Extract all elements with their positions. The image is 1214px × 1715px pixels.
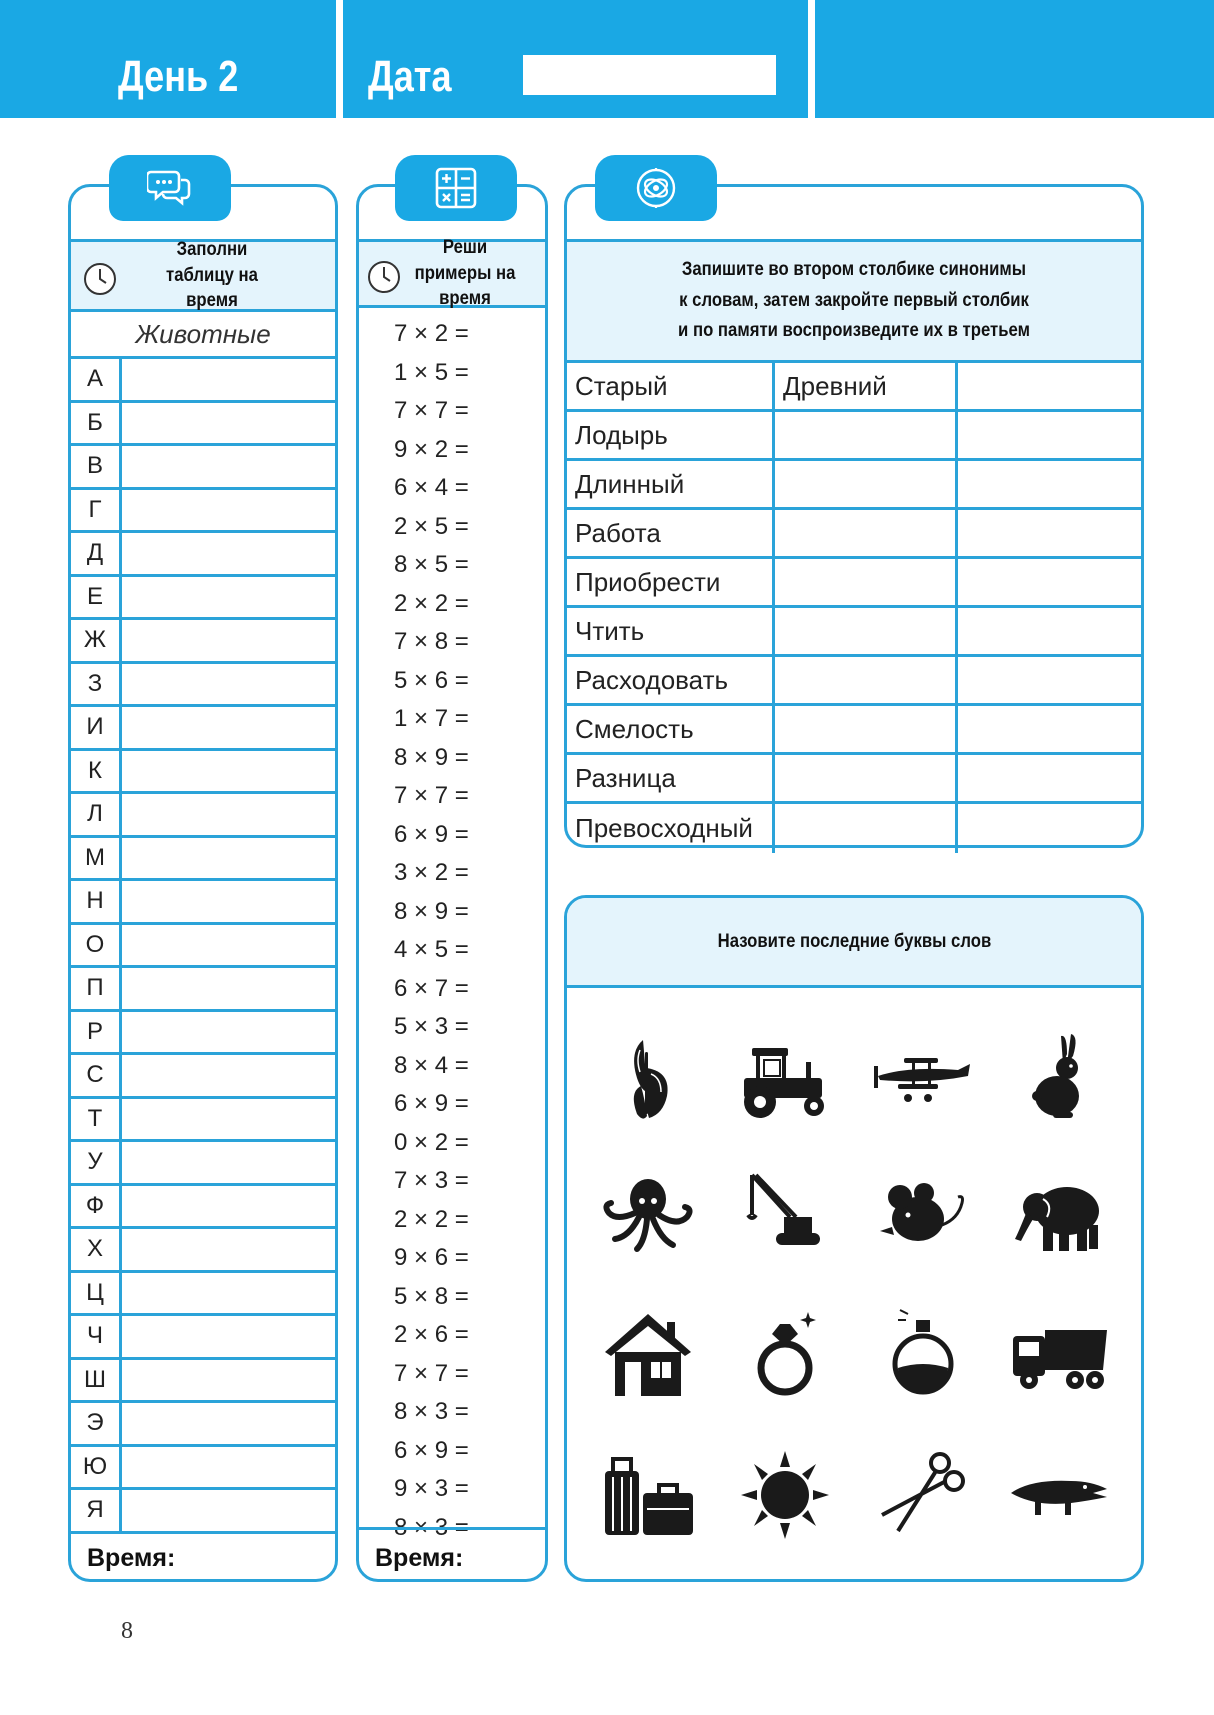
day-title: День 2	[118, 52, 239, 101]
word-cell: Старый	[567, 363, 775, 409]
scissors-icon	[854, 1425, 992, 1564]
synonyms-instruction-text: Запишите во втором столбике синонимы к словам, затем закройте первый столбик и по памяти воспроизведите их в третьем	[678, 259, 1030, 342]
alphabet-letter: Х	[86, 1235, 103, 1263]
alphabet-row	[71, 1186, 335, 1230]
tractor-icon	[717, 1008, 855, 1147]
alphabet-row	[71, 1447, 335, 1491]
alphabet-letter: Ц	[86, 1278, 104, 1306]
alphabet-letter: Н	[86, 887, 104, 915]
word-cell: Превосходный	[567, 804, 775, 853]
alphabet-row	[71, 881, 335, 925]
answer-cell[interactable]	[119, 490, 335, 531]
answer-cell[interactable]	[119, 1447, 335, 1488]
math-example: 8 × 3 =	[394, 1398, 469, 1425]
math-example: 6 × 7 =	[394, 974, 469, 1002]
math-example: 9 × 2 =	[394, 435, 469, 463]
alphabet-row	[71, 1490, 335, 1534]
synonym-cell[interactable]: Древний	[775, 363, 958, 409]
math-example: 4 × 5 =	[394, 936, 469, 963]
recall-cell[interactable]	[958, 706, 1141, 752]
math-example: 8 × 9 =	[394, 743, 469, 771]
recall-cell[interactable]	[958, 657, 1141, 703]
date-input-box[interactable]	[523, 55, 776, 95]
math-example: 9 × 3 =	[394, 1475, 469, 1502]
synonym-cell[interactable]	[775, 461, 958, 507]
math-example: 7 × 7 =	[394, 782, 469, 809]
brain-icon	[633, 166, 679, 210]
alphabet-panel	[68, 184, 338, 1582]
alphabet-list	[71, 359, 335, 1534]
answer-cell[interactable]	[119, 1273, 335, 1314]
synonym-cell[interactable]	[775, 608, 958, 654]
recall-cell[interactable]	[958, 461, 1141, 507]
math-example: 7 × 3 =	[394, 1167, 469, 1194]
alphabet-row	[71, 838, 335, 882]
alphabet-letter: Ч	[87, 1322, 103, 1350]
answer-cell[interactable]	[119, 1229, 335, 1270]
last-letters-instruction	[567, 898, 1141, 988]
alphabet-letter: С	[86, 1061, 104, 1089]
recall-cell[interactable]	[958, 559, 1141, 605]
answer-cell[interactable]	[119, 1186, 335, 1227]
alphabet-row	[71, 1012, 335, 1056]
word-cell: Чтить	[567, 608, 775, 654]
alphabet-letter: Ж	[83, 626, 107, 654]
math-panel-tab	[395, 155, 517, 221]
alphabet-row	[71, 925, 335, 969]
answer-cell[interactable]	[119, 1403, 335, 1444]
math-example: 6 × 4 =	[394, 474, 469, 501]
recall-cell[interactable]	[958, 363, 1141, 409]
recall-cell[interactable]	[958, 804, 1141, 853]
alphabet-row	[71, 403, 335, 447]
perfume-icon	[854, 1286, 992, 1425]
answer-cell[interactable]	[119, 707, 335, 748]
answer-cell[interactable]	[119, 1055, 335, 1096]
recall-cell[interactable]	[958, 608, 1141, 654]
header-right-block	[815, 0, 1214, 118]
answer-cell[interactable]	[119, 664, 335, 705]
synonym-cell[interactable]	[775, 755, 958, 801]
math-example: 7 × 8 =	[394, 628, 469, 655]
math-example: 2 × 2 =	[394, 1205, 469, 1233]
math-example: 5 × 3 =	[394, 1013, 469, 1040]
pictures-grid	[579, 1008, 1129, 1564]
alphabet-letter: Э	[86, 1409, 104, 1437]
alphabet-letter: Ф	[85, 1191, 105, 1219]
page-number: 8	[121, 1618, 133, 1644]
answer-cell[interactable]	[119, 1012, 335, 1053]
mouse-icon	[854, 1147, 992, 1286]
elephant-icon	[992, 1147, 1130, 1286]
math-example: 6 × 9 =	[394, 1436, 469, 1464]
alphabet-letter: Т	[87, 1104, 103, 1132]
header-date-block	[343, 0, 808, 118]
math-example: 1 × 7 =	[394, 705, 469, 732]
alphabet-letter: Ю	[82, 1452, 108, 1480]
alphabet-letter: М	[85, 843, 105, 871]
alphabet-row	[71, 1316, 335, 1360]
alphabet-letter: У	[87, 1148, 103, 1176]
alphabet-letter: Е	[86, 582, 103, 610]
synonym-row	[567, 461, 1141, 510]
alphabet-row	[71, 1229, 335, 1273]
math-example: 2 × 2 =	[394, 589, 469, 617]
answer-cell[interactable]	[119, 838, 335, 879]
rabbit-icon	[992, 1008, 1130, 1147]
synonym-cell[interactable]	[775, 657, 958, 703]
word-cell: Длинный	[567, 461, 775, 507]
alphabet-row	[71, 620, 335, 664]
answer-cell[interactable]	[119, 359, 335, 400]
airplane-icon	[854, 1008, 992, 1147]
answer-cell[interactable]	[119, 620, 335, 661]
alphabet-row	[71, 794, 335, 838]
answer-cell[interactable]	[119, 403, 335, 444]
word-cell: Лодырь	[567, 412, 775, 458]
chat-bubbles-icon	[147, 168, 193, 208]
house-icon	[579, 1286, 717, 1425]
alphabet-row	[71, 359, 335, 403]
math-example: 8 × 9 =	[394, 897, 469, 925]
recall-cell[interactable]	[958, 412, 1141, 458]
math-example: 5 × 6 =	[394, 666, 469, 694]
synonym-cell[interactable]	[775, 510, 958, 556]
recall-cell[interactable]	[958, 755, 1141, 801]
time-label: Время:	[87, 1544, 176, 1572]
math-example: 8 × 4 =	[394, 1051, 469, 1079]
math-example: 7 × 7 =	[394, 397, 469, 424]
word-cell: Работа	[567, 510, 775, 556]
alphabet-row	[71, 707, 335, 751]
math-example: 3 × 2 =	[394, 859, 469, 886]
math-example: 1 × 5 =	[394, 358, 469, 386]
alphabet-panel-tab	[109, 155, 231, 221]
recall-cell[interactable]	[958, 510, 1141, 556]
alphabet-letter: Я	[86, 1496, 104, 1524]
synonym-row	[567, 755, 1141, 804]
answer-cell[interactable]	[119, 1360, 335, 1401]
word-cell: Приобрести	[567, 559, 775, 605]
alphabet-letter: А	[86, 365, 103, 393]
alphabet-row	[71, 577, 335, 621]
answer-cell[interactable]	[119, 446, 335, 487]
alphabet-letter: И	[86, 713, 104, 741]
math-example: 5 × 8 =	[394, 1282, 469, 1310]
synonyms-instruction	[567, 239, 1141, 363]
truck-icon	[992, 1286, 1130, 1425]
synonym-row	[567, 363, 1141, 412]
header-day-block	[0, 0, 336, 118]
alphabet-letter: Б	[87, 408, 103, 436]
alphabet-row	[71, 1360, 335, 1404]
alphabet-row	[71, 1055, 335, 1099]
answer-cell[interactable]	[119, 881, 335, 922]
word-cell: Разница	[567, 755, 775, 801]
math-example: 8 × 3 =	[394, 1513, 469, 1541]
alphabet-letter: Г	[88, 495, 102, 523]
alphabet-letter: Ш	[84, 1365, 106, 1393]
synonym-cell[interactable]	[775, 412, 958, 458]
alphabet-row	[71, 1273, 335, 1317]
alphabet-instruction	[71, 239, 335, 312]
alphabet-row	[71, 490, 335, 534]
answer-cell[interactable]	[119, 968, 335, 1009]
synonym-cell[interactable]	[775, 559, 958, 605]
clock-icon	[83, 262, 117, 296]
synonym-cell[interactable]	[775, 804, 958, 853]
alphabet-row	[71, 751, 335, 795]
math-instruction-text: Реши примеры на время	[414, 237, 516, 310]
sun-icon	[717, 1425, 855, 1564]
math-example: 6 × 9 =	[394, 820, 469, 848]
word-cell: Смелость	[567, 706, 775, 752]
last-letters-panel	[564, 895, 1144, 1582]
ring-icon	[717, 1286, 855, 1425]
answer-cell[interactable]	[119, 794, 335, 835]
synonym-row	[567, 804, 1141, 853]
butterfly-icon	[579, 1008, 717, 1147]
alphabet-row	[71, 533, 335, 577]
crane-icon	[717, 1147, 855, 1286]
alphabet-row	[71, 968, 335, 1012]
category-title: Животные	[71, 312, 335, 359]
alphabet-letter: Р	[86, 1017, 103, 1045]
math-example: 2 × 5 =	[394, 512, 469, 540]
calculator-icon	[434, 166, 478, 210]
synonym-row	[567, 608, 1141, 657]
math-example: 9 × 6 =	[394, 1244, 469, 1271]
word-cell: Расходовать	[567, 657, 775, 703]
answer-cell[interactable]	[119, 577, 335, 618]
suitcases-icon	[579, 1425, 717, 1564]
answer-cell[interactable]	[119, 1490, 335, 1531]
answer-cell[interactable]	[119, 751, 335, 792]
octopus-icon	[579, 1147, 717, 1286]
answer-cell[interactable]	[119, 1142, 335, 1183]
synonym-row	[567, 412, 1141, 461]
alphabet-instruction-text: Заполни таблицу на время	[166, 239, 258, 312]
alphabet-row	[71, 446, 335, 490]
last-letters-instruction-text: Назовите последние буквы слов	[717, 930, 991, 952]
math-example: 2 × 6 =	[394, 1321, 469, 1348]
crocodile-icon	[992, 1425, 1130, 1564]
alphabet-letter: В	[86, 452, 103, 480]
synonym-row	[567, 657, 1141, 706]
alphabet-letter: Л	[87, 800, 103, 828]
math-example: 7 × 2 =	[394, 320, 469, 347]
alphabet-letter: П	[86, 974, 104, 1002]
alphabet-row	[71, 1142, 335, 1186]
math-example: 8 × 5 =	[394, 551, 469, 578]
math-instruction	[359, 239, 545, 308]
alphabet-letter: О	[85, 930, 105, 958]
date-label: Дата	[368, 52, 452, 101]
math-panel	[356, 184, 548, 1582]
alphabet-row	[71, 664, 335, 708]
answer-cell[interactable]	[119, 1099, 335, 1140]
math-example: 6 × 9 =	[394, 1090, 469, 1117]
synonym-cell[interactable]	[775, 706, 958, 752]
synonyms-panel	[564, 184, 1144, 848]
alphabet-row	[71, 1099, 335, 1143]
math-examples-list	[359, 315, 545, 1547]
synonym-row	[567, 510, 1141, 559]
alphabet-letter: К	[88, 756, 102, 784]
math-example: 0 × 2 =	[394, 1128, 469, 1156]
answer-cell[interactable]	[119, 533, 335, 574]
answer-cell[interactable]	[119, 1316, 335, 1357]
alphabet-letter: Д	[86, 539, 104, 567]
synonyms-panel-tab	[595, 155, 717, 221]
answer-cell[interactable]	[119, 925, 335, 966]
synonym-row	[567, 559, 1141, 608]
time-label: Время:	[375, 1544, 464, 1572]
math-example: 7 × 7 =	[394, 1359, 469, 1387]
synonyms-table	[567, 363, 1141, 853]
alphabet-letter: З	[87, 669, 103, 697]
alphabet-row	[71, 1403, 335, 1447]
clock-icon	[367, 260, 401, 294]
synonym-row	[567, 706, 1141, 755]
